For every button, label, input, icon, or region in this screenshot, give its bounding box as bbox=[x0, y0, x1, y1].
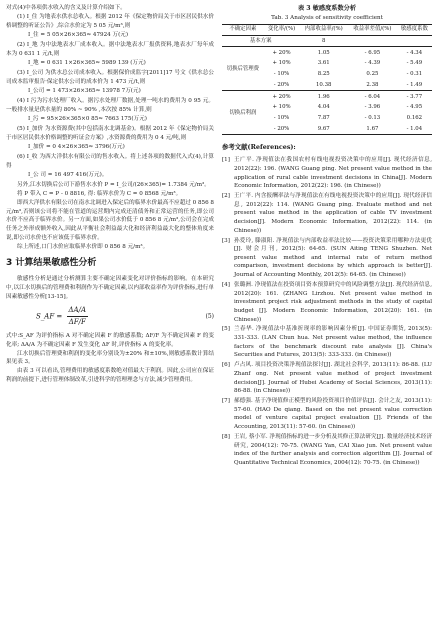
table-cell: + 10% bbox=[272, 104, 291, 111]
table-cell: - 5.49 bbox=[406, 60, 423, 67]
table-cell: 9.67 bbox=[317, 125, 330, 132]
table-cell: - 6.04 bbox=[364, 93, 381, 100]
table-header-cell: 不确定因素 bbox=[229, 26, 257, 33]
body-text bbox=[6, 4, 214, 251]
reference-number: [1] bbox=[222, 157, 230, 164]
table-cell: - 0.13 bbox=[364, 115, 381, 121]
table-cell: 0.25 bbox=[366, 71, 379, 77]
table-header-cell: 收益率差值/(%) bbox=[353, 26, 392, 33]
table-cell: - 1.49 bbox=[397, 80, 432, 91]
table-cell: 1.05 bbox=[317, 49, 330, 56]
sensitivity-table bbox=[222, 24, 432, 135]
table-cell bbox=[348, 35, 397, 47]
left-column bbox=[6, 4, 214, 385]
table-header-cell: 内部收益率/(%) bbox=[304, 26, 343, 33]
table-cell: 2.38 bbox=[348, 80, 397, 91]
reference-item bbox=[222, 192, 432, 235]
reference-text: 郝德强. 基于净现值修正模型的风险投资项目价值评估[J]. 会计之友, 2013(11): 57-60. (HAO De qiang. Based on the net present value correction model of venture capital project evaluation [J]. Friends of the Accounting, 2013(11): 57-60. (in Chinese)) bbox=[234, 398, 432, 431]
reference-item bbox=[222, 361, 432, 396]
formula-line: I_地 = 0 631 1×26×365≈ 5989 139 (万元) bbox=[28, 60, 146, 67]
formula-line: I_公司 = 1 473×26×365≈ 13978 7万(元) bbox=[28, 88, 141, 95]
paragraph: 对式(4)中各项供水收入的含义及计算介绍如下。 bbox=[6, 5, 126, 11]
table-cell: 基本方案 bbox=[222, 35, 299, 47]
table-cell: + 20% bbox=[272, 93, 291, 100]
table-cell: - 3.77 bbox=[406, 93, 423, 100]
reference-number: [4] bbox=[222, 281, 230, 288]
reference-text: 兰春华. 净现值法中基准折现率的影响因素分析[J]. 中国证券期货, 2013(5): 331-333. (LAN Chun hua. Net present value method, the influence factors of the benchmark discount rate analysis [J]. China's Securities and Futures, 2013(5): 333-333. (in Chinese)) bbox=[234, 326, 432, 359]
table-cell: + 10% bbox=[272, 60, 291, 67]
reference-text: 王广平. 内含报酬率法与净现值法在有线电视投资决策中的应用[J]. 现代经济信息, 2012(22): 114. (WANG Guang ping. Evaluate method and net present value method in the application of cable TV investment decision[J]. Modern Economic Information, 2012(22): 114. (in Chinese)) bbox=[234, 193, 432, 234]
table-cell: + 20% bbox=[272, 49, 291, 56]
table-cell: - 4.39 bbox=[364, 60, 381, 67]
table-cell: 10.38 bbox=[299, 80, 348, 91]
reference-number: [8] bbox=[222, 433, 230, 440]
reference-text: 王广平. 净现值法在我国农村有线电视投资决策中的应用[J]. 现代经济信息, 2012(22): 196. (WANG Guang ping. Net present value method in the application of rural cable investment decisions in China[J]. Modern Economic Information, 2012(22): 196. (in Chinese)) bbox=[234, 157, 432, 190]
table-factor-cell: 切换后管理费 bbox=[222, 47, 264, 91]
table-cell: 7.87 bbox=[317, 115, 330, 121]
table-row bbox=[222, 47, 432, 58]
paragraph: 即西大洋供水有限公司在南水北调进入保定后的临界水价最高不应超过 0 856 8 元/m³,否则该公司将不能在管道的运营期内完成还清债务和正常运营的任务,即公司水价不应高于临界水价。另一方面,如果公司水价低于 0 856 8 元/m³,公司会在完成任务之外形成额外收入,因此从平衡社会利益最大化和经济利益最大化的整体角度来说,即公司水价也不应该低于临界水价。 bbox=[6, 199, 214, 241]
paragraph: 敏感性分析是通过分析测算主要不确定因素变化对评价指标的影响。在本研究中,以江水切换后的管理费和利润作为不确定因素,以内部收益率作为评价指标,进行单因素敏感性分析[13-15]。 bbox=[6, 276, 214, 300]
reference-number: [5] bbox=[222, 326, 230, 333]
sensitivity-equation bbox=[36, 305, 214, 328]
paragraph: 综上所述,口门水价应取临界水价即 0 856 8 元/m³。 bbox=[17, 243, 149, 250]
equation-lhs: S_AF = bbox=[36, 312, 63, 321]
table-cell: 8.25 bbox=[317, 71, 330, 77]
formula-line: I_公 司 = 16 497 416(万元)。 bbox=[28, 172, 108, 179]
table-body bbox=[222, 35, 432, 135]
table-title: 表 3 敏感度系数分析 bbox=[297, 5, 357, 12]
table-row bbox=[222, 91, 432, 102]
right-column bbox=[222, 4, 432, 469]
reference-number: [3] bbox=[222, 237, 230, 244]
reference-list bbox=[222, 156, 432, 467]
reference-number: [7] bbox=[222, 398, 230, 405]
reference-item bbox=[222, 397, 432, 432]
table-header-cell: 变化率/(%) bbox=[267, 26, 296, 33]
after-equation-text bbox=[6, 332, 214, 385]
paragraph: 江水切换后管理费和利润的变化率分别设为±20% 和±10%,则敏感系数计算结果见表 3。 bbox=[6, 350, 214, 366]
equation-numerator: ΔA/A bbox=[67, 305, 89, 317]
table-cell: 8 bbox=[299, 35, 348, 47]
reference-text: 张璐洲. 净现值法在投资项目资本预算研究中的风险调整方法[J]. 现代经济信息, 2012(20): 161. (ZHANG Lirzhou. Net present value method in investment project risk adjustment methods in the study of capital budget [J]. Modern Economic Information, 2012(20): 161. (in Chinese)) bbox=[234, 281, 432, 323]
table-cell: - 20% bbox=[273, 125, 290, 132]
equation-number: (5) bbox=[205, 312, 214, 320]
table-header-row bbox=[222, 25, 432, 35]
paragraph: (3) I_公司 为供水总公司成本收入。根据保价成监字[2011]17 号文《供水总公司成本监审报告·保定供水公司的成本价为 1 473 元/t,则 bbox=[6, 69, 214, 85]
reference-item bbox=[222, 325, 432, 360]
table-cell bbox=[397, 35, 432, 47]
equation-denominator: ΔF/F bbox=[68, 318, 86, 327]
reference-number: [2] bbox=[222, 193, 230, 200]
table-subtitle: Tab. 3 Analysis of sensitivity coefficient bbox=[271, 14, 383, 21]
formula-line: I_污 = 95×26×365×0 85≈ 7663 175(万元) bbox=[28, 116, 147, 123]
reference-item bbox=[222, 156, 432, 191]
table-factor-cell: 切换后利润 bbox=[222, 91, 264, 135]
table-header-cell: 敏感度系数 bbox=[400, 26, 428, 33]
table-cell: 1.96 bbox=[317, 93, 330, 100]
table-row-base bbox=[222, 35, 432, 47]
paragraph: (1) I_住 为地表水供水总收入。根据 2012 年《保定物价局关于市区居民供水价格调整的听证公告》,综合水价定为 5 05 元/m³,则 bbox=[6, 14, 214, 29]
table-cell: - 0.31 bbox=[406, 71, 423, 77]
paragraph: (2) I_地 为中法地表水厂成本收入。据中法地表水厂报供资料,地表水厂每年成本为 0 631 1 元/t,则 bbox=[6, 42, 214, 57]
reference-item bbox=[222, 281, 432, 324]
references-heading: 参考文献(References): bbox=[222, 143, 296, 152]
paragraph: 将 P 带入 C = P - 0 8816, 得: 临界水价为 C = 0 8568 元/m³。 bbox=[17, 190, 182, 197]
table-cell: 0.162 bbox=[406, 115, 423, 121]
paragraph: 由表 3 可以看出,管理费用的敏感度系数绝对值最大于利润。因此,公司应在保证利润的前提下,进行管理体制改革,引进科学的管理理念与方法,减少管理费用。 bbox=[6, 368, 214, 383]
section-body-text bbox=[6, 275, 214, 301]
table-cell: 3.61 bbox=[317, 60, 330, 67]
paragraph: (4) I 污为污水处理厂收入。据污水处理厂数据,处理一吨水的费用为 0 95 元。一般排水量是供水量的 80% ~ 90% ,本次按 85% 计算,则 bbox=[6, 97, 214, 113]
table-cell: - 1.04 bbox=[406, 125, 423, 132]
reference-text: 卢占风. 项目投资决策净现值法探讨[J]. 湖北社会科学, 2013(11): 86-88. (LU Zhanf ong. Net present value method of project investment decision[J]. Journal of Hubei Academy of Social Sciences, 2013(11): 86-88. (in Chinese)) bbox=[234, 362, 432, 395]
paragraph: (5) I_加价 为水资源费(其中包括南水北调基金)。根据 2012 年《保定物价局关于市区居民供水价格调整的听证会方案》,水资源费的费用为 0 4 元/吨,则 bbox=[6, 125, 214, 141]
reference-text: 王岩, 蔡小军. 净现值指标的进一步分析及其修正算法研究[J]. 数量经济技术经济研究, 2004(12): 70-75. (WANG Yan, CAI Xiao jun. Net present value index of the further analysis and correction algorithm [J]. Journal of Quantitative Technical Economics, 2004(12): 70-75. (in Chinese)) bbox=[234, 433, 432, 466]
table-cell: - 3.96 bbox=[364, 104, 381, 111]
paragraph: (6) I_收 为西大洋供水有限公司的售水收入。将上述各项的数据代入式(4),计算得 bbox=[6, 153, 214, 169]
paragraph: 式中:S_AF 为评价指标 A 对不确定因素 F 的敏感系数; ΔF/F 为不确定因素 F 的变化率; ΔA/A 为不确定因素 F 发生变化 ΔF 时,评价指标 A 的变化率。 bbox=[6, 332, 214, 348]
table-cell: 4.04 bbox=[317, 104, 330, 111]
table-cell: - 10% bbox=[273, 71, 290, 77]
reference-text: 孙爱玲, 滕淑阳. 净现值法与内部收益率法比较——投资决策采用哪种方法更优[J]. 财会月刊, 2012(5): 64-65. (SUN Aiting TENG Shuzhen. Net present value method and internal rate of return method comparison, investment decisions by which approach is better[J]. Journal of Accounting Monthly, 2012(5): 64-65. (in Chinese)) bbox=[234, 237, 432, 279]
table-cell: - 10% bbox=[273, 115, 290, 121]
reference-item bbox=[222, 237, 432, 280]
section-title: 3 计算结果敏感性分析 bbox=[6, 258, 97, 269]
table-cell: - 4.34 bbox=[406, 49, 423, 56]
table-cell: - 6.95 bbox=[364, 49, 381, 56]
reference-item bbox=[222, 433, 432, 468]
table-cell: - 4.95 bbox=[406, 104, 423, 111]
paragraph: 另外,江水切换后公司下游售水水价 P = I_公司/(26×365)= 1.7384 元/m³。 bbox=[17, 181, 210, 188]
reference-number: [6] bbox=[222, 362, 230, 369]
table-cell: 1.67 bbox=[366, 125, 379, 132]
formula-line: I_加价 = 0 4×26×365≈ 3796(万元) bbox=[28, 144, 125, 151]
formula-line: I_住 = 5 05×26×365≈ 47924 万(元) bbox=[28, 32, 129, 39]
table-cell: - 20% bbox=[264, 80, 300, 91]
